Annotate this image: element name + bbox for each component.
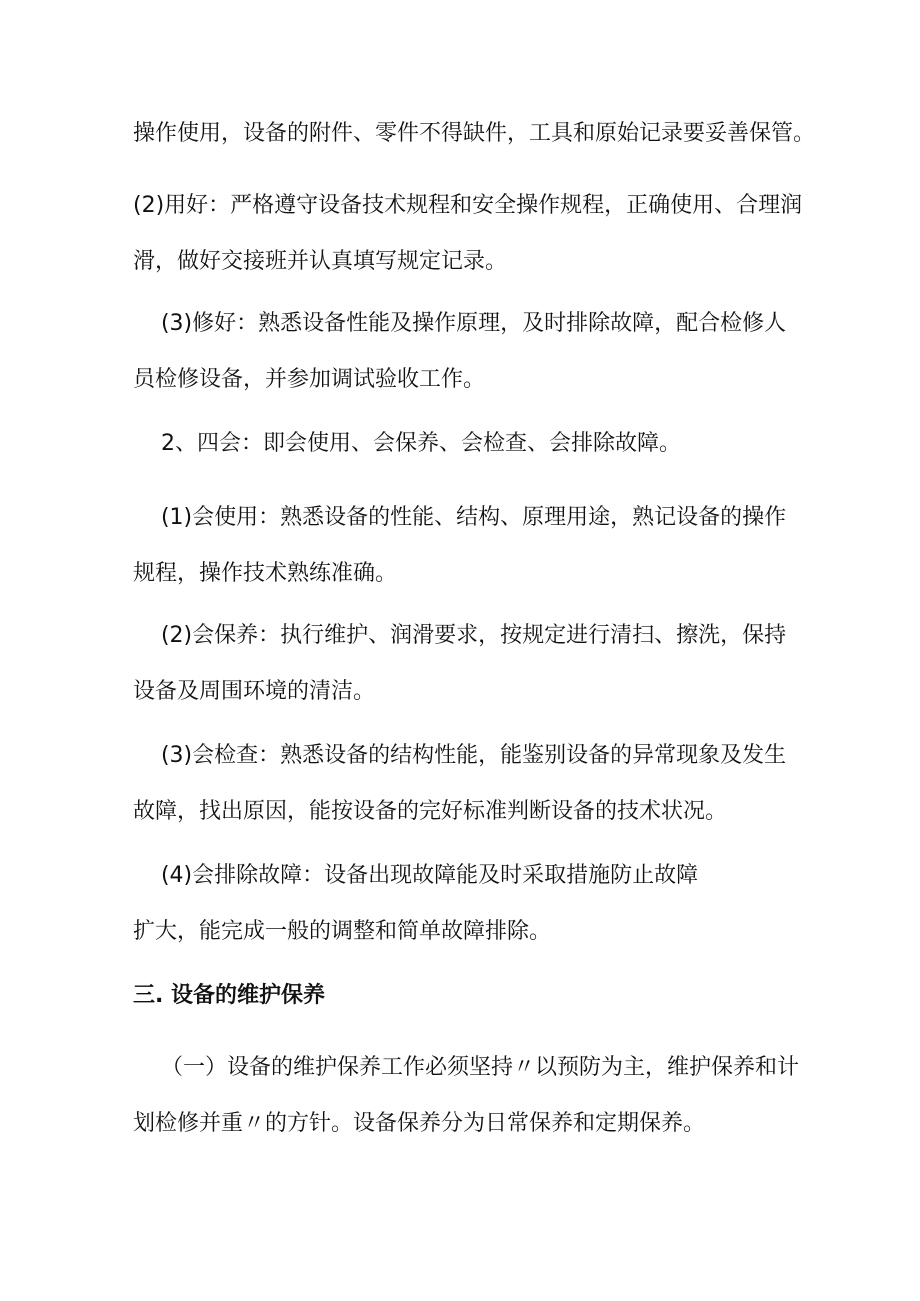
text-line: (1)会使用：熟悉设备的性能、结构、原理用途，熟记设备的操作 xyxy=(133,505,787,530)
text-line: 故障，找出原因，能按设备的完好标准判断设备的技术状况。 xyxy=(133,799,728,824)
text-line: 规程，操作技术熟练准确。 xyxy=(133,561,398,586)
text-line: 员检修设备，并参加调试验收工作。 xyxy=(133,367,486,392)
text-line: (3)修好：熟悉设备性能及操作原理，及时排除故障，配合检修人 xyxy=(133,311,787,336)
text-line: 2、四会：即会使用、会保养、会检查、会排除故障。 xyxy=(133,431,681,456)
text-line: 扩大，能完成一般的调整和简单故障排除。 xyxy=(133,919,552,944)
paragraph-use-well xyxy=(133,178,813,290)
paragraph-can-inspect xyxy=(133,728,813,840)
text-line: 滑，做好交接班并认真填写规定记录。 xyxy=(133,249,508,274)
heading-text: 三. 设备的维护保养 xyxy=(133,983,326,1008)
text-line: 设备及周围环境的清洁。 xyxy=(133,679,376,704)
text-line: (2)会保养：执行维护、润滑要求，按规定进行清扫、擦洗，保持 xyxy=(133,623,787,648)
paragraph-four-abilities xyxy=(133,416,813,472)
text-line: (2)用好：严格遵守设备技术规程和安全操作规程，正确使用、合理润 xyxy=(133,193,803,218)
paragraph-operation-usage xyxy=(133,106,816,162)
paragraph-can-troubleshoot xyxy=(133,848,813,960)
paragraph-can-maintain xyxy=(133,608,813,720)
text-line: (3)会检查：熟悉设备的结构性能，能鉴别设备的异常现象及发生 xyxy=(133,743,787,768)
text-line: (4)会排除故障：设备出现故障能及时采取措施防止故障 xyxy=(133,863,699,888)
text-line: 划检修并重〃的方针。设备保养分为日常保养和定期保养。 xyxy=(133,1111,706,1136)
paragraph-can-use xyxy=(133,490,813,602)
paragraph-repair-well xyxy=(133,296,813,408)
text-line: （一）设备的维护保养工作必须坚持〃以预防为主，维护保养和计 xyxy=(133,1055,799,1080)
paragraph-maintenance-policy xyxy=(133,1040,813,1152)
text-line: 操作使用，设备的附件、零件不得缺件，工具和原始记录要妥善保管。 xyxy=(133,121,816,146)
section-heading-maintenance xyxy=(133,968,813,1024)
